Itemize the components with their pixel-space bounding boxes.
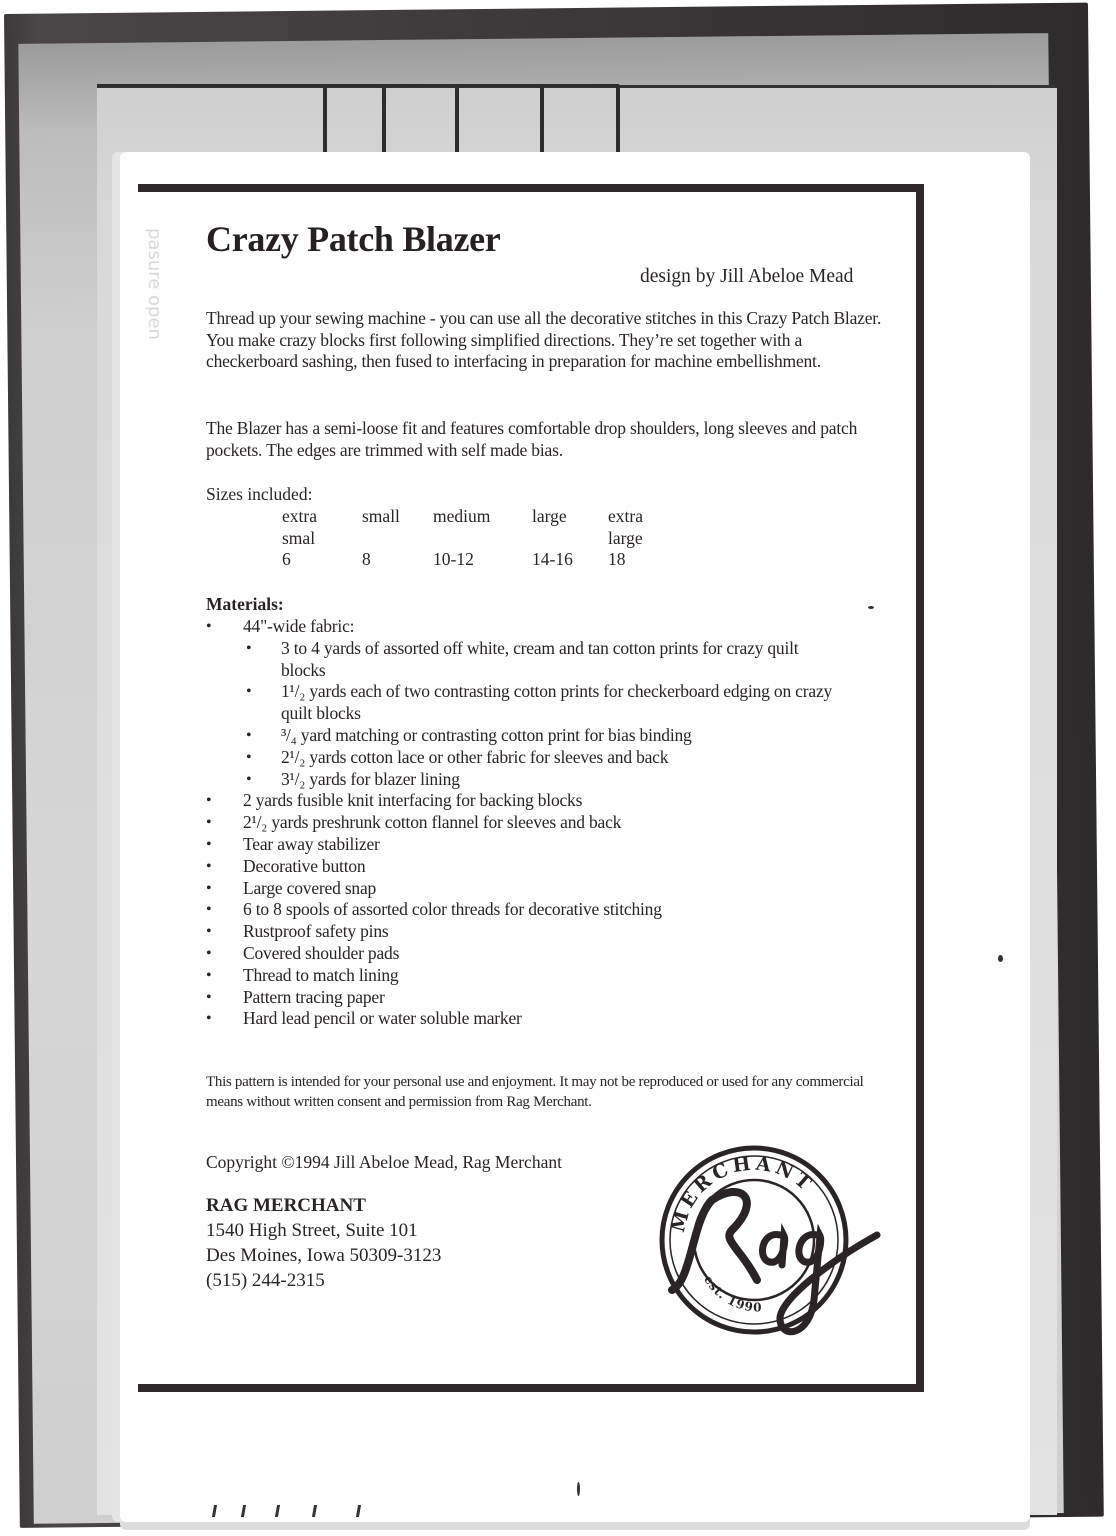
size-number: 18	[608, 549, 626, 569]
list-item: • 3¹/₂ yards for blazer lining	[243, 769, 846, 791]
list-item: • Rustproof safety pins	[206, 921, 846, 943]
size-name-line2: large	[608, 527, 643, 548]
envelope-grid-line	[323, 85, 327, 155]
list-item: • 2¹/₂ yards cotton lace or other fabric for sleeves and back	[243, 747, 846, 769]
company-name: RAG MERCHANT	[206, 1195, 366, 1216]
paper-speck	[998, 955, 1003, 962]
intro-paragraph: Thread up your sewing machine - you can use all the decorative stitches in this Crazy Patch Blazer. You make crazy blocks first following simplified directions. They’re set together with a checkerboard sashing, then fused to interfacing in preparation for machine embellishment.	[206, 308, 882, 371]
size-number: 10-12	[433, 549, 474, 569]
list-item: • Decorative button	[206, 856, 846, 878]
rag-merchant-logo-icon	[652, 1140, 882, 1350]
size-column	[362, 506, 442, 571]
size-column	[282, 506, 362, 571]
svg-text:est. 1990: est. 1990	[701, 1272, 763, 1315]
size-name: large	[532, 506, 567, 526]
list-item: • Hard lead pencil or water soluble marker	[206, 1008, 846, 1030]
paper-speck	[577, 1482, 580, 1496]
list-item: • Covered shoulder pads	[206, 943, 846, 965]
envelope-grid-line	[382, 85, 386, 155]
paper-speck	[868, 606, 874, 609]
size-number: 6	[282, 549, 291, 569]
size-number: 14-16	[532, 549, 573, 569]
size-name: small	[362, 506, 400, 526]
size-column	[608, 506, 688, 571]
fabric-sublist	[206, 638, 846, 791]
list-item: • Tear away stabilizer	[206, 834, 846, 856]
usage-notice: This pattern is intended for your personal use and enjoyment. It may not be reproduced or used for any commercial means without written consent and permission from Rag Merchant.	[206, 1074, 864, 1110]
svg-text:MERCHANT: MERCHANT	[666, 1152, 819, 1235]
size-name-line2: smal	[282, 527, 316, 548]
sizes-label: Sizes included:	[206, 484, 313, 504]
size-column	[433, 506, 513, 571]
fabric-heading: 44"-wide fabric:	[243, 616, 355, 636]
envelope-grid-top	[97, 84, 619, 87]
envelope-grid-line	[455, 85, 459, 155]
list-item: • Large covered snap	[206, 878, 846, 900]
materials-heading: Materials:	[206, 594, 284, 614]
description-paragraph: The Blazer has a semi-loose fit and features comfortable drop shoulders, long sleeves and patch pockets. The edges are trimmed with self made bias.	[206, 418, 858, 460]
list-item: • Thread to match lining	[206, 965, 846, 987]
size-name: medium	[433, 506, 491, 526]
envelope-grid-line	[616, 85, 620, 155]
list-item: • 1¹/₂ yards each of two contrasting cotton prints for checkerboard edging on crazy quilt blocks	[243, 681, 846, 725]
company-phone: (515) 244-2315	[206, 1270, 325, 1291]
list-item: • ³/₄ yard matching or contrasting cotton print for bias binding	[243, 725, 846, 747]
company-address-block	[206, 1193, 441, 1293]
size-number: 8	[362, 549, 371, 569]
page-title: Crazy Patch Blazer	[206, 219, 501, 259]
list-item: • Pattern tracing paper	[206, 987, 846, 1009]
show-through-text: pasure open	[144, 228, 165, 340]
company-address-line2: Des Moines, Iowa 50309-3123	[206, 1245, 442, 1266]
size-column	[532, 506, 612, 571]
list-item: • 2¹/₂ yards preshrunk cotton flannel for sleeves and back	[206, 812, 846, 834]
rag-merchant-logo	[652, 1140, 882, 1350]
list-item: • 6 to 8 spools of assorted color threads for decorative stitching	[206, 899, 846, 921]
fabric-sublist-wrapper	[206, 638, 846, 791]
designer-byline: design by Jill Abeloe Mead	[640, 266, 854, 287]
list-item: • 2 yards fusible knit interfacing for backing blocks	[206, 790, 846, 812]
materials-list	[206, 616, 846, 1030]
size-name: extra	[608, 506, 643, 526]
size-name: extra	[282, 506, 317, 526]
list-item: • 3 to 4 yards of assorted off white, cream and tan cotton prints for crazy quilt blocks	[243, 638, 846, 682]
list-item	[206, 616, 846, 638]
copyright-line: Copyright ©1994 Jill Abeloe Mead, Rag Merchant	[206, 1152, 562, 1172]
envelope-grid-line	[540, 85, 544, 155]
company-address-line1: 1540 High Street, Suite 101	[206, 1220, 418, 1241]
